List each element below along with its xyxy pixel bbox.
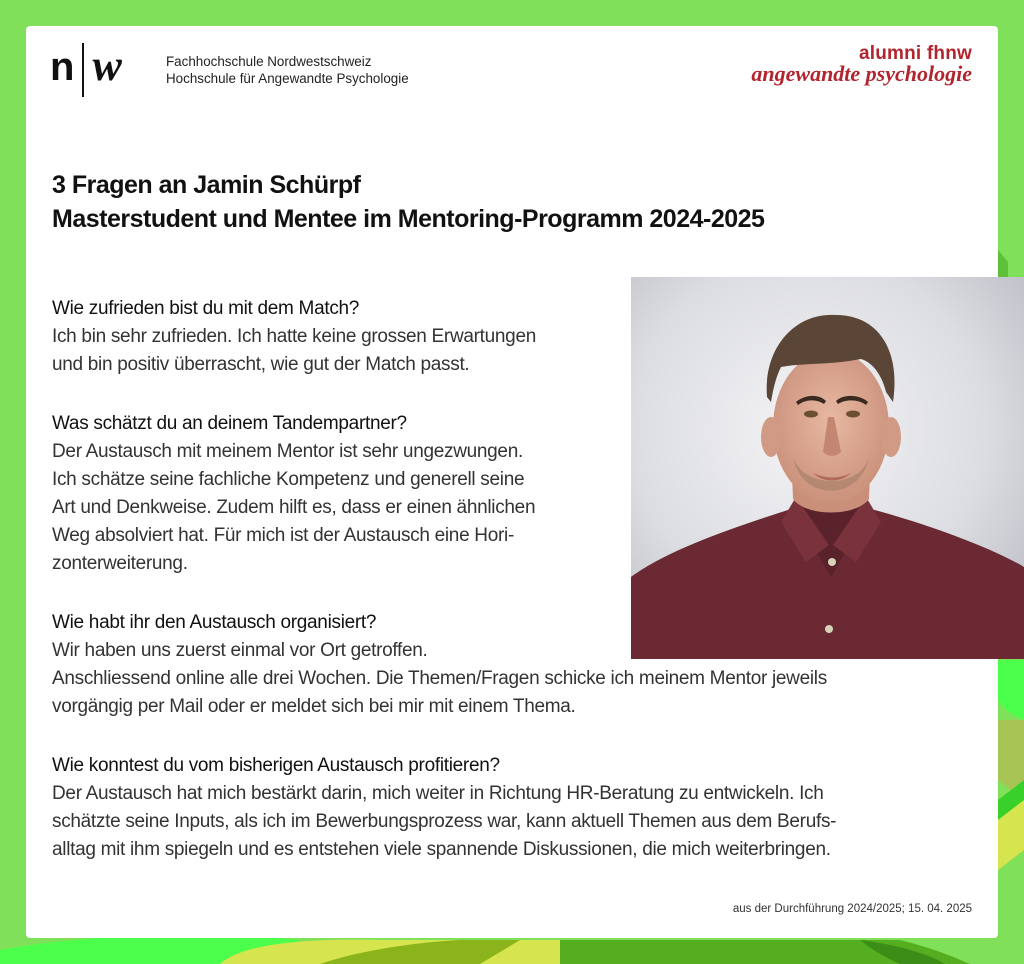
answer-line: schätzte seine Inputs, als ich im Bewerbungsprozess war, kann aktuell Themen aus dem Berufs-	[52, 811, 837, 832]
answer-line: alltag mit ihm spiegeln und es entstehen viele spannende Diskussionen, die mich weiterbringen.	[52, 839, 831, 860]
title-line-2: Masterstudent und Mentee im Mentoring-Programm 2024-2025	[52, 205, 765, 233]
answer-line: Ich schätze seine fachliche Kompetenz und generell seine	[52, 469, 525, 490]
alumni-logo-line-2: angewandte psychologie	[751, 61, 972, 86]
qa-block	[52, 609, 827, 721]
question: Wie konntest du vom bisherigen Austausch profitieren?	[52, 755, 500, 776]
answer-line: Weg absolviert hat. Für mich ist der Austausch eine Hori-	[52, 525, 514, 546]
answer-line: Wir haben uns zuerst einmal vor Ort getroffen.	[52, 640, 428, 661]
qa-block	[52, 295, 536, 379]
qa-block	[52, 752, 836, 864]
portrait-illustration	[631, 277, 1024, 659]
question: Wie habt ihr den Austausch organisiert?	[52, 612, 377, 633]
answer-line: Art und Denkweise. Zudem hilft es, dass er einen ähnlichen	[52, 497, 536, 518]
alumni-logo	[751, 44, 972, 85]
footer-date: aus der Durchführung 2024/2025; 15. 04. 2025	[732, 903, 972, 915]
fhnw-logo	[50, 42, 122, 98]
answer-line: und bin positiv überrascht, wie gut der Match passt.	[52, 354, 470, 375]
title-line-1: 3 Fragen an Jamin Schürpf	[52, 171, 361, 199]
alumni-logo-line-1: alumni fhnw	[858, 43, 972, 64]
question: Wie zufrieden bist du mit dem Match?	[52, 298, 360, 319]
qa-block	[52, 410, 535, 578]
logo-letter-n: n	[50, 45, 75, 89]
logo-divider	[82, 43, 84, 97]
answer-line: zonterweiterung.	[52, 553, 188, 574]
logo-letter-w: w	[92, 41, 122, 90]
answer-line: vorgängig per Mail oder er meldet sich bei mir mit einem Thema.	[52, 696, 576, 717]
institution-name	[166, 53, 409, 87]
portrait-photo	[631, 277, 1024, 659]
answer-line: Der Austausch mit meinem Mentor ist sehr ungezwungen.	[52, 441, 523, 462]
answer-line: Anschliessend online alle drei Wochen. Die Themen/Fragen schicke ich meinem Mentor jeweils	[52, 668, 827, 689]
question: Was schätzt du an deinem Tandempartner?	[52, 413, 407, 434]
answer-line: Ich bin sehr zufrieden. Ich hatte keine grossen Erwartungen	[52, 326, 536, 347]
institution-line-2: Hochschule für Angewandte Psychologie	[166, 71, 409, 86]
answer-line: Der Austausch hat mich bestärkt darin, mich weiter in Richtung HR-Beratung zu entwickeln. Ich	[52, 783, 824, 804]
institution-line-1: Fachhochschule Nordwestschweiz	[166, 54, 372, 69]
page-title	[52, 168, 764, 236]
